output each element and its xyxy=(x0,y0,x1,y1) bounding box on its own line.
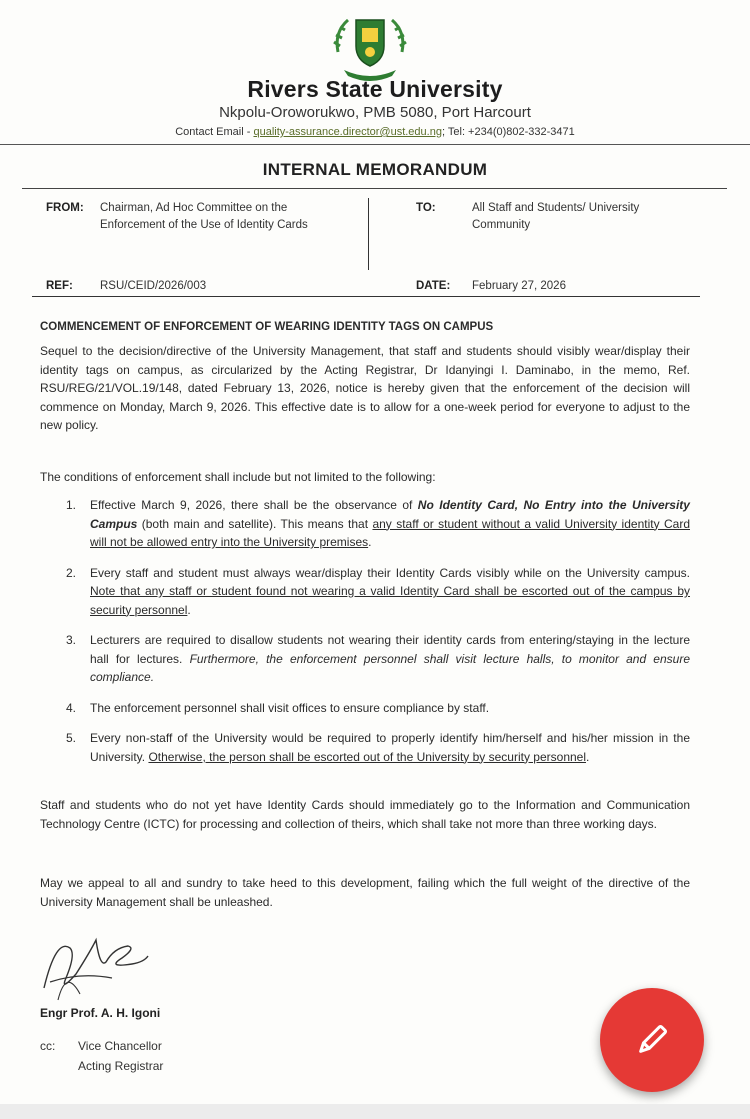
list-item: 1. Effective March 9, 2026, there shall be the observance of No Identity Card, No Entry into the University Campus (both main and satellite). This means that any staff or student without a valid University identity Card will not be allowed entry into the University premises. xyxy=(66,498,690,549)
bottom-bar xyxy=(0,1104,750,1119)
memo-subject: COMMENCEMENT OF ENFORCEMENT OF WEARING IDENTITY TAGS ON CAMPUS xyxy=(40,321,494,333)
ref-value: RSU/CEID/2026/003 xyxy=(100,280,207,292)
list-item-number: 3. xyxy=(66,633,77,647)
paragraph-intro: Sequel to the decision/directive of the University Management, that staff and students should visibly wear/display their identity tags on campus, as circularized by the Acting Registrar, Dr Idanyingi I. Daminabo, in the memo, Ref. RSU/REG/21/VOL.19/148, dated February 13, 2026, notice is hereby given that the enforcement of the decision will commence on Monday, March 9, 2026. This effective date is to allow for a one-week period for everyone to adjust to the new policy. xyxy=(40,344,690,432)
to-value: All Staff and Students/ University Community xyxy=(472,202,640,231)
memo-title: INTERNAL MEMORANDUM xyxy=(262,160,488,179)
list-item: 5. Every non-staff of the University would be required to properly identify him/herself and his/her mission in the University. Otherwise, the person shall be escorted out of the University by security personnel. xyxy=(66,731,690,764)
list-item: 3. Lecturers are required to disallow students not wearing their identity cards from entering/staying in the lecture hall for lectures. Furthermore, the enforcement personnel shall visit lecture halls, to monitor and ensure compliance. xyxy=(66,633,690,684)
header-divider xyxy=(0,144,750,145)
conditions-list xyxy=(66,496,690,778)
date-value: February 27, 2026 xyxy=(472,280,566,292)
list-item-number: 2. xyxy=(66,565,77,580)
list-item: 4. The enforcement personnel shall visit offices to ensure compliance by staff. xyxy=(66,699,690,718)
list-item: 2. Every staff and student must always wear/display their Identity Cards visibly while on the University campus. Note that any staff or student found not wearing a valid Identity Card shall be escorted out of the campus by security personnel. xyxy=(66,565,690,617)
italic-text: Furthermore, the enforcement personnel shall visit lecture halls, to monitor and ensure compliance. xyxy=(90,651,690,684)
list-item-number: 1. xyxy=(66,498,77,512)
memo-header-divider xyxy=(32,296,700,297)
contact-phone: ; Tel: +234(0)802-332-3471 xyxy=(441,126,575,138)
underlined-text: Otherwise, the person shall be escorted out of the University by security personnel xyxy=(148,749,587,764)
to-label: TO: xyxy=(416,202,436,214)
ref-label: REF: xyxy=(46,280,73,292)
list-item-number: 4. xyxy=(66,700,77,715)
cc-recipient: Vice Chancellor xyxy=(78,1039,162,1053)
contact-email-link[interactable]: quality-assurance.director@ust.edu.ng xyxy=(253,126,442,138)
date-label: DATE: xyxy=(416,280,451,292)
university-address: Nkpolu-Oroworukwo, PMB 5080, Port Harcourt xyxy=(219,104,531,121)
cc-label: cc: xyxy=(40,1039,56,1053)
paragraph-ictc: Staff and students who do not yet have Identity Cards should immediately go to the Information and Communication Technology Centre (ICTC) for processing and collection of theirs, which shall take not more than three working days. xyxy=(40,798,690,831)
university-name: Rivers State University xyxy=(247,76,503,102)
from-value: Chairman, Ad Hoc Committee on the Enforcement of the Use of Identity Cards xyxy=(100,202,308,231)
university-crest-icon xyxy=(330,12,410,84)
header-column-divider xyxy=(368,198,369,270)
contact-prefix: Contact Email - xyxy=(175,126,254,138)
from-label: FROM: xyxy=(46,202,84,214)
underlined-text: any staff or student without a valid University identity Card will not be allowed entry into the University premises xyxy=(90,516,690,549)
cc-recipient: Acting Registrar xyxy=(78,1059,164,1073)
underlined-text: Note that any staff or student found not wearing a valid Identity Card shall be escorted out of the campus by security personnel xyxy=(90,584,690,617)
pencil-edit-icon xyxy=(632,1020,672,1060)
handwritten-signature-icon xyxy=(36,918,156,1008)
no-id-no-entry-emphasis: No Identity Card, No Entry into the University Campus xyxy=(90,498,690,531)
signer-name: Engr Prof. A. H. Igoni xyxy=(40,1006,161,1020)
title-divider xyxy=(22,188,727,189)
contact-line xyxy=(0,126,750,138)
paragraph-conditions-intro: The conditions of enforcement shall include but not limited to the following: xyxy=(40,470,436,484)
paragraph-appeal: May we appeal to all and sundry to take heed to this development, failing which the full weight of the directive of the University Management shall be unleashed. xyxy=(40,876,690,909)
edit-fab-button[interactable] xyxy=(600,988,704,1092)
list-item-number: 5. xyxy=(66,731,77,745)
